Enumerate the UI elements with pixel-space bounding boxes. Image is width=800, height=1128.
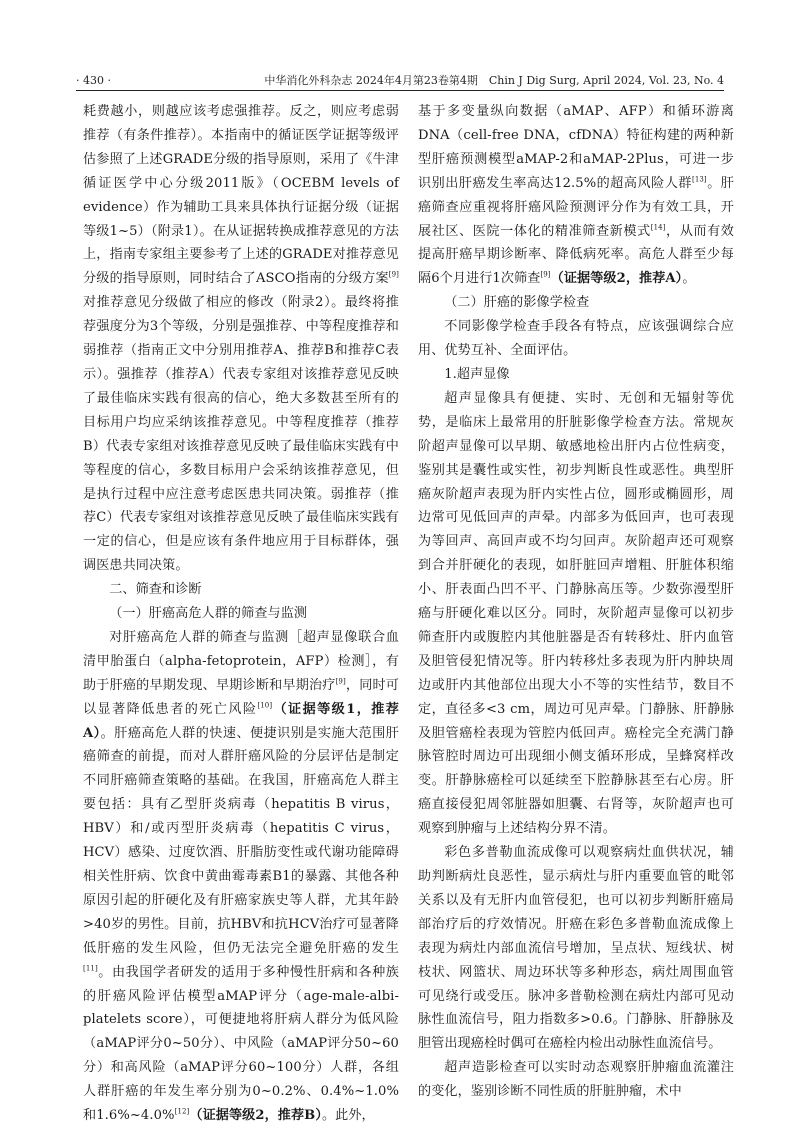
right-column [418,100,734,1104]
citation-ref: [12] [174,1107,190,1116]
paragraph: 对肝癌高危人群的筛查与监测［超声显像联合血清甲胎蛋白（alpha-fetoprotein，AFP）检测］，有助于肝癌的早期发现、早期诊断和早期治疗[9]，同时可以显著降低患者的死亡风险[10]（证据等级1，推荐A）。肝癌高危人群的快速、便捷识别是实施大范围肝癌筛查的前提，而对人群肝癌风险的分层评估是制定不同肝癌筛查策略的基础。在我国，肝癌高危人群主要包括：具有乙型肝炎病毒（hepatitis B virus，HBV）和/或丙型肝炎病毒（hepatitis C virus，HCV）感染、过度饮酒、肝脂肪变性或代谢功能障碍相关性肝病、饮食中黄曲霉毒素B1的暴露、其他各种原因引起的肝硬化及有肝癌家族史等人群，尤其年龄>40岁的男性。目前，抗HBV和抗HCV治疗可显著降低肝癌的发生风险，但仍无法完全避免肝癌的发生[11]。由我国学者研发的适用于多种慢性肝病和各种族的肝癌风险评估模型aMAP评分（age-male-albi-platelets score），可便捷地将肝病人群分为低风险（aMAP评分0~50分）、中风险（aMAP评分50~60分）和高风险（aMAP评分60~100分）人群，各组人群肝癌的年发生率分别为0~0.2%、0.4%~1.0%和1.6%~4.0%[12]（证据等级2，推荐B）。此外， [83,629,400,1124]
page-number: · 430 · [76,74,111,87]
evidence-level: （证据等级1，推荐A） [83,701,400,741]
citation-ref: [9] [540,270,551,279]
citation-ref: [9] [335,677,346,686]
citation-ref: [9] [388,270,399,279]
paragraph: 超声造影检查可以实时动态观察肝肿瘤血流灌注的变化，鉴别诊断不同性质的肝脏肿瘤，术中 [418,1060,734,1100]
paragraph: 不同影像学检查手段各有特点，应该强调综合应用、优势互补、全面评估。 [418,319,734,359]
header-rule [76,90,724,91]
paragraph: 耗费越小，则越应该考虑强推荐。反之，则应考虑弱推荐（有条件推荐）。本指南中的循证医学证据等级评估参照了上述GRADE分级的指导原则，采用了《牛津循证医学中心分级2011版》（OCEBM levels of evidence）作为辅助工具来具体执行证据分级（证据等级1~5）（附录1）。在从证据转换成推荐意见的方法上，指南专家组主要参考了上述的GRADE对推荐意见分级的指导原则，同时结合了ASCO指南的分级方案[9]对推荐意见分级做了相应的修改（附录2）。最终将推荐强度分为3个等级，分别是强推荐、中等程度推荐和弱推荐（指南正文中分别用推荐A、推荐B和推荐C表示）。强推荐（推荐A）代表专家组对该推荐意见反映了最佳临床实践有很高的信心，绝大多数甚至所有的目标用户均应采纳该推荐意见。中等程度推荐（推荐B）代表专家组对该推荐意见反映了最佳临床实践有中等程度的信心，多数目标用户会采纳该推荐意见，但是执行过程中应注意考虑医患共同决策。弱推荐（推荐C）代表专家组对该推荐意见反映了最佳临床实践有一定的信心，但是应该有条件地应用于目标群体，强调医患共同决策。 [83,104,399,574]
paragraph: 彩色多普勒血流成像可以观察病灶血供状况，辅助判断病灶良恶性，显示病灶与肝内重要血管的毗邻关系以及有无肝内血管侵犯，也可以初步判断肝癌局部治疗后的疗效情况。肝癌在彩色多普勒血流成像上表现为病灶内部血流信号增加，呈点状、短线状、树枝状、网篮状、周边环状等多种形态，病灶周围血管可见绕行或受压。脉冲多普勒检测在病灶内部可见动脉性血流信号，阻力指数多>0.6。门静脉、肝静脉及胆管出现癌栓时偶可在癌栓内检出动脉性血流信号。 [418,845,734,1052]
item-heading: 1.超声显像 [444,366,510,382]
citation-ref: [14] [650,223,666,232]
paragraph: 基于多变量纵向数据（aMAP、AFP）和循环游离DNA（cell-free DNA，cfDNA）特征构建的两种新型肝癌预测模型aMAP-2和aMAP-2Plus，可进一步识别出肝癌发生率高达12.5%的超高风险人群[13]。肝癌筛查应重视将肝癌风险预测评分作为有效工具，开展社区、医院一体化的精准筛查新模式[14]，从而有效提高肝癌早期诊断率、降低病死率。高危人群至少每隔6个月进行1次筛查[9]（证据等级2，推荐A）。 [418,104,735,287]
left-column [83,100,399,1128]
evidence-level: （证据等级2，推荐A） [550,271,683,287]
journal-citation: 中华消化外科杂志 2024年4月第23卷第4期 Chin J Dig Surg, April 2024, Vol. 23, No. 4 [264,74,724,87]
citation-ref: [10] [257,701,273,710]
running-header [76,66,724,88]
section-heading: 二、筛查和诊断 [109,582,202,598]
citation-ref: [11] [83,964,98,973]
subsection-heading: （一）肝癌高危人群的筛查与监测 [109,606,308,622]
citation-ref: [13] [691,175,707,184]
evidence-level: （证据等级2，推荐B） [189,1108,322,1124]
paragraph: 超声显像具有便捷、实时、无创和无辐射等优势，是临床上最常用的肝脏影像学检查方法。常规灰阶超声显像可以早期、敏感地检出肝内占位性病变，鉴别其是囊性或实性，初步判断良性或恶性。典型肝癌灰阶超声表现为肝内实性占位，圆形或椭圆形，周边常可见低回声的声晕。内部多为低回声，也可表现为等回声、高回声或不均匀回声。灰阶超声还可观察到合并肝硬化的表现，如肝脏回声增粗、肝脏体积缩小、肝表面凸凹不平、门静脉高压等。少数弥漫型肝癌与肝硬化难以区分。同时，灰阶超声显像可以初步筛查肝内或腹腔内其他脏器是否有转移灶、肝内血管及胆管侵犯情况等。肝内转移灶多表现为肝内肿块周边或肝内其他部位出现大小不等的实性结节，数目不定，直径多<3 cm，周边可见声晕。门静脉、肝静脉及胆管癌栓表现为管腔内低回声。癌栓完全充满门静脉管腔时周边可出现细小侧支循环形成，呈蜂窝样改变。肝静脉癌栓可以延续至下腔静脉甚至右心房。肝癌直接侵犯周邻脏器如胆囊、右肾等，灰阶超声也可观察到肿瘤与上述结构分界不清。 [418,390,734,837]
subsection-heading: （二）肝癌的影像学检查 [444,295,590,311]
